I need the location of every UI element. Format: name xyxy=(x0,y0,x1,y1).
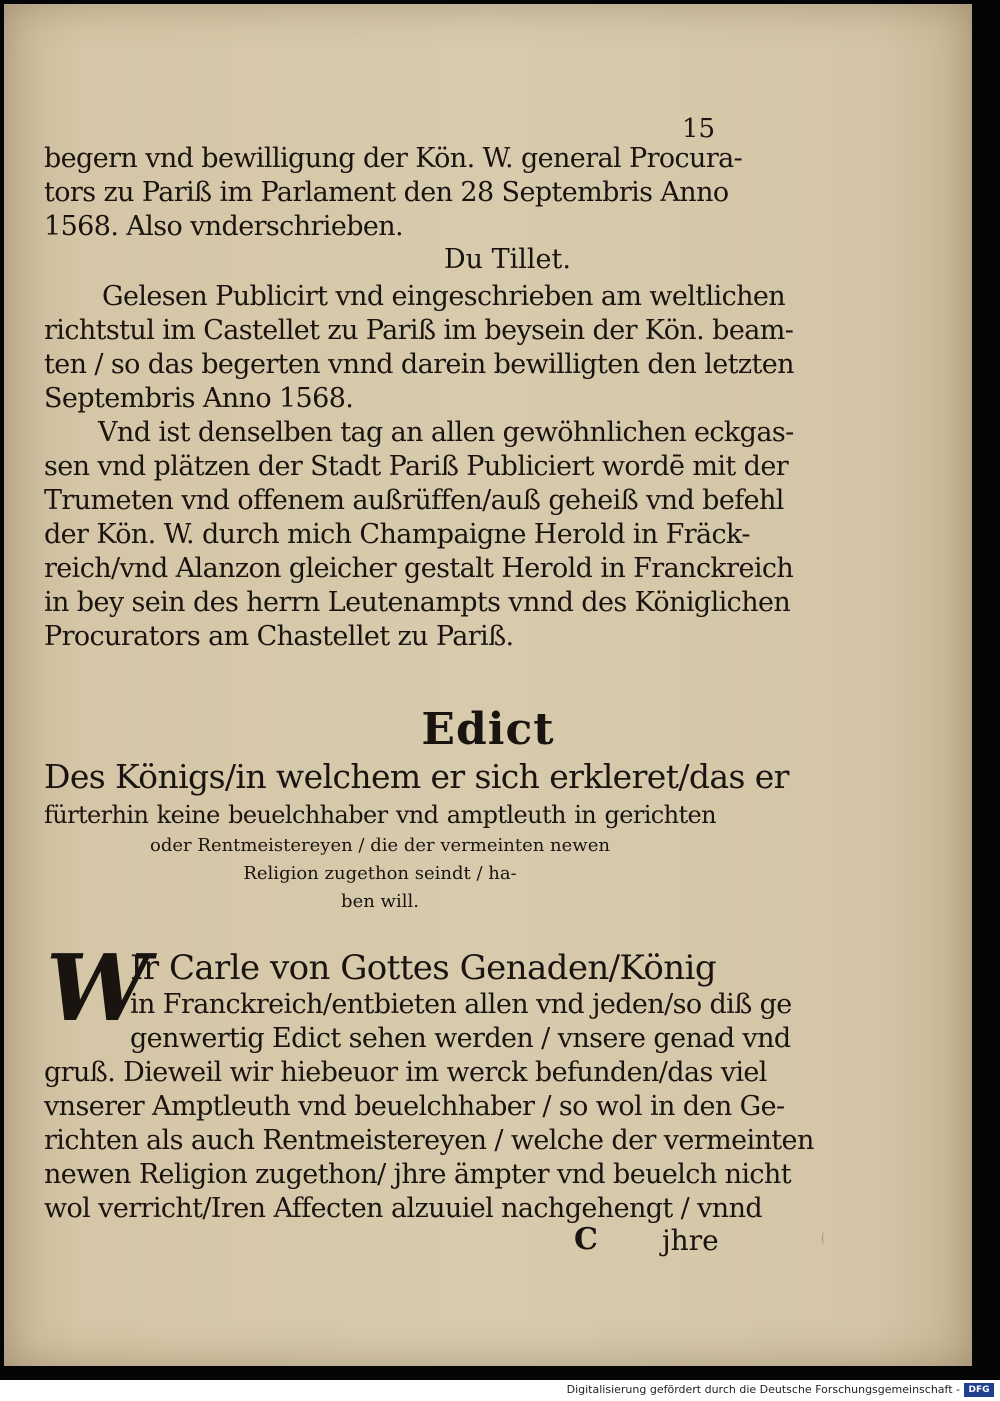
paragraph-3 xyxy=(44,416,794,654)
text-line: Vnd ist denselben tag an allen gewöhnlichen eckgas- xyxy=(98,417,794,448)
text-line: vnserer Amptleuth vnd beuelchhaber / so wol in den Ge- xyxy=(44,1091,785,1122)
text-line: in bey sein des herrn Leutenampts vnnd des Königlichen xyxy=(44,587,791,618)
signature-mark: C xyxy=(574,1222,598,1257)
page-number: 15 xyxy=(682,114,716,144)
text-line: newen Religion zugethon/ jhre ämpter vnd beuelch nicht xyxy=(44,1159,791,1190)
heading-line: oder Rentmeistereyen / die der vermeinten newen xyxy=(150,835,610,856)
edict-heading xyxy=(44,756,789,916)
text-line: sen vnd plätzen der Stadt Pariß Publiciert wordē mit der xyxy=(44,451,789,482)
catchword-line xyxy=(44,1222,719,1262)
funding-notice: Digitalisierung gefördert durch die Deutsche Forschungsgemeinschaft - xyxy=(566,1383,960,1396)
text-line: tors zu Pariß im Parlament den 28 Septembris Anno xyxy=(44,177,729,208)
text-line: gruß. Dieweil wir hiebeuor im werck befunden/das viel xyxy=(44,1057,767,1088)
drop-cap-initial: W xyxy=(46,934,150,1042)
paragraph-1 xyxy=(44,142,743,244)
signature-du-tillet: Du Tillet. xyxy=(444,244,571,275)
text-line: der Kön. W. durch mich Champaigne Herold in Fräck- xyxy=(44,519,750,550)
text-line: in Franckreich/entbieten allen vnd jeden/so diß ge xyxy=(130,989,792,1020)
paragraph-2 xyxy=(44,280,794,416)
text-line: genwertig Edict sehen werden / vnsere genad vnd xyxy=(130,1023,791,1054)
edict-body xyxy=(44,948,814,1226)
text-line: Procurators am Chastellet zu Pariß. xyxy=(44,621,514,652)
text-line: Trumeten vnd offenem außrüffen/auß geheiß vnd befehl xyxy=(44,485,784,516)
heading-line: fürterhin keine beuelchhaber vnd amptleuth in gerichten xyxy=(44,801,716,829)
paper-mark xyxy=(822,1232,826,1244)
text-line: wol verricht/Iren Affecten alzuuiel nachgehengt / vnnd xyxy=(44,1193,763,1224)
text-line: reich/vnd Alanzon gleicher gestalt Herold in Franckreich xyxy=(44,553,794,584)
text-line: Gelesen Publicirt vnd eingeschrieben am weltlichen xyxy=(102,281,786,312)
edict-title: Edict xyxy=(421,704,555,755)
text-line: richten als auch Rentmeistereyen / welche der vermeinten xyxy=(44,1125,814,1156)
heading-line: ben will. xyxy=(341,891,419,912)
text-line: 1568. Also vnderschrieben. xyxy=(44,211,404,242)
document-page xyxy=(4,4,972,1366)
footer-bar xyxy=(0,1380,1000,1401)
text-line: Septembris Anno 1568. xyxy=(44,383,354,414)
text-line: Ir Carle von Gottes Genaden/König xyxy=(130,948,716,988)
dfg-logo: DFG xyxy=(964,1383,994,1397)
catchword: jhre xyxy=(662,1224,719,1257)
heading-line: Religion zugethon seindt / ha- xyxy=(243,863,517,884)
text-line: ten / so das begerten vnnd darein bewilligten den letzten xyxy=(44,349,794,380)
text-line: begern vnd bewilligung der Kön. W. general Procura- xyxy=(44,143,743,174)
text-line: richtstul im Castellet zu Pariß im beysein der Kön. beam- xyxy=(44,315,794,346)
heading-line: Des Königs/in welchem er sich erkleret/das er xyxy=(44,757,789,796)
